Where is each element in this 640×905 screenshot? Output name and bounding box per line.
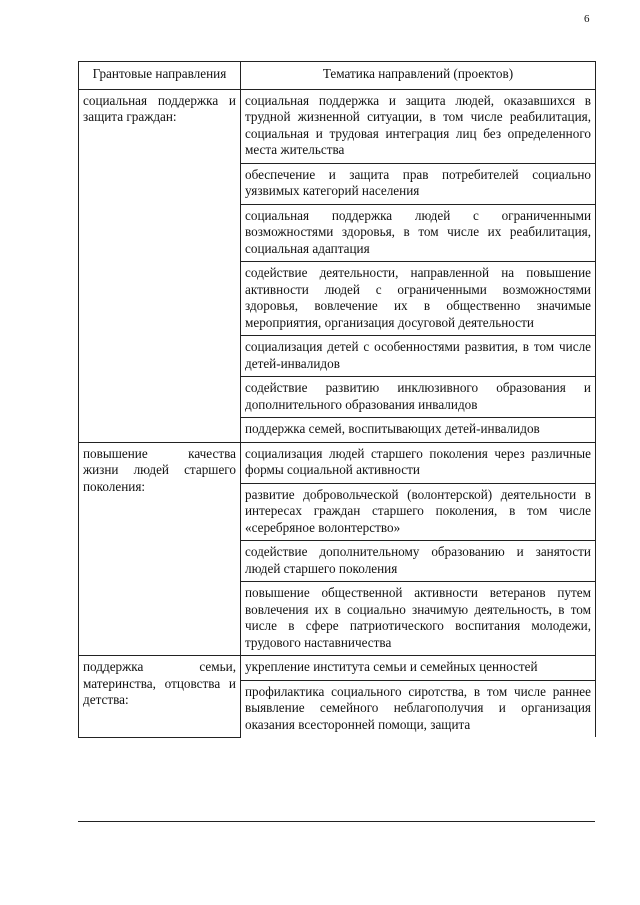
topic-cell: социализация людей старшего поколения через различные формы социальной активности [241, 442, 596, 483]
topic-cell: содействие дополнительному образованию и занятости людей старшего поколения [241, 541, 596, 582]
direction-social-support: социальная поддержка и защита граждан: [79, 89, 241, 442]
table-row [79, 656, 596, 681]
topic-cell: содействие деятельности, направленной на повышение активности людей с ограниченными возможностями здоровья, вовлечение их в общественно значимые мероприятия, организация досуговой деятельности [241, 262, 596, 336]
topic-cell: профилактика социального сиротства, в том числе раннее выявление семейного неблагополучия и организация оказания всесторонней помощи, защита [241, 680, 596, 737]
topic-cell: поддержка семей, воспитывающих детей-инвалидов [241, 418, 596, 443]
direction-elderly-quality-of-life: повышение качества жизни людей старшего поколения: [79, 442, 241, 656]
page-bottom-margin [0, 822, 640, 905]
topic-cell: повышение общественной активности ветеранов путем вовлечения их в социально значимую деятельность, в том числе в сфере патриотического воспитания молодежи, трудового наставничества [241, 582, 596, 656]
direction-family-support: поддержка семьи, материнства, отцовства и детства: [79, 656, 241, 738]
table-row [79, 89, 596, 163]
page-number: 6 [584, 13, 590, 25]
topic-cell: развитие добровольческой (волонтерской) деятельности в интересах граждан старшего поколения, в том числе «серебряное волонтерство» [241, 483, 596, 541]
topic-cell: обеспечение и защита прав потребителей социально уязвимых категорий населения [241, 163, 596, 204]
table-header-row [79, 62, 596, 90]
topic-cell: содействие развитию инклюзивного образования и дополнительного образования инвалидов [241, 377, 596, 418]
topic-cell: социализация детей с особенностями развития, в том числе детей-инвалидов [241, 336, 596, 377]
table-bottom-edge [78, 821, 595, 822]
grant-directions-table [78, 61, 596, 738]
topic-cell: укрепление института семьи и семейных ценностей [241, 656, 596, 681]
topic-cell: социальная поддержка людей с ограниченными возможностями здоровья, в том числе их реабилитация, социальная адаптация [241, 204, 596, 262]
header-topics: Тематика направлений (проектов) [241, 62, 596, 90]
header-grant-directions: Грантовые направления [79, 62, 241, 90]
topic-cell: социальная поддержка и защита людей, оказавшихся в трудной жизненной ситуации, в том числе реабилитация, социальная и трудовая интеграция лиц без определенного места жительства [241, 89, 596, 163]
table-row [79, 442, 596, 483]
